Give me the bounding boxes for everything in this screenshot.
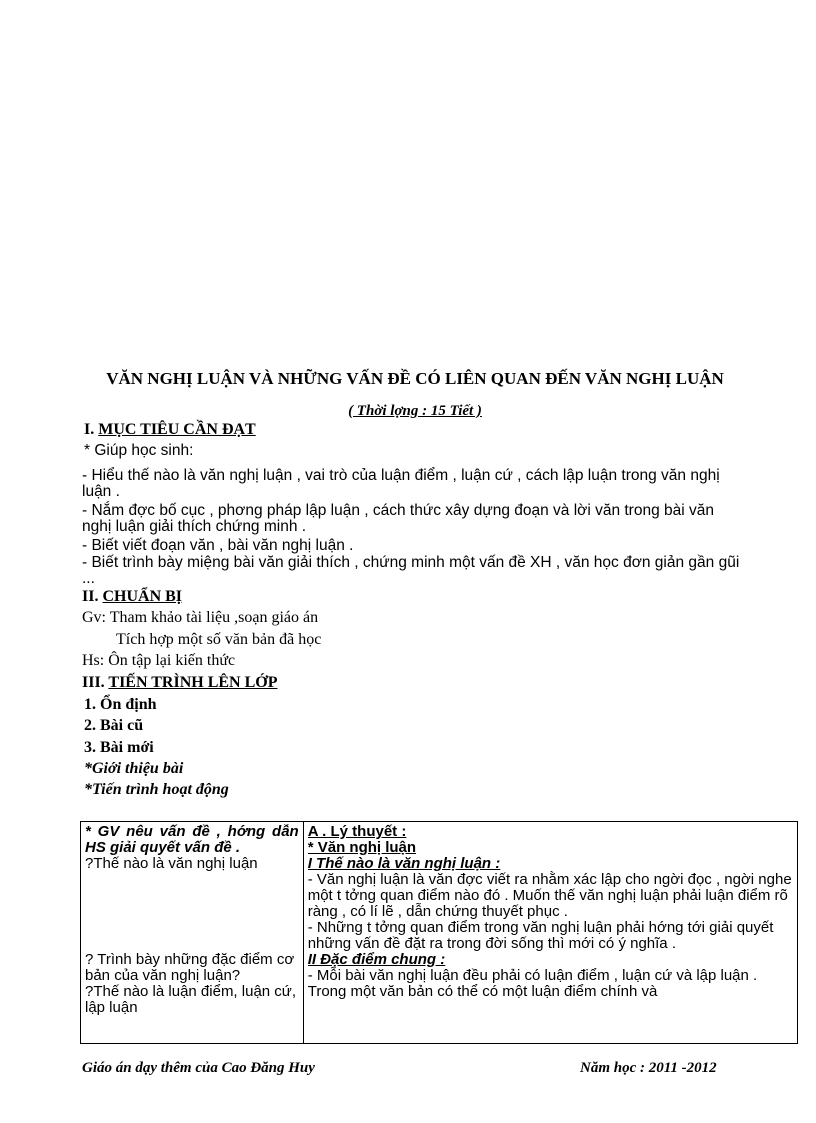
section-1-title: MỤC TIÊU CẦN ĐẠT xyxy=(98,421,256,438)
content-cell xyxy=(303,822,797,1044)
footer-author: Giáo án dạy thêm của Cao Đăng Huy xyxy=(82,1060,315,1076)
gv-line-1: Gv: Tham khảo tài liệu ,soạn giáo án xyxy=(82,609,319,626)
teacher-questions-content xyxy=(85,824,299,1041)
teacher-questions-cell xyxy=(81,822,304,1044)
section-2-heading xyxy=(82,588,182,606)
lesson-table xyxy=(80,821,798,1044)
section-1-number: I. xyxy=(84,421,95,438)
section-3-heading xyxy=(82,674,277,692)
section-3-number: III. xyxy=(82,674,105,691)
paragraph-3: - Mỗi bài văn nghị luận đều phải có luận điểm , luận cứ và lập luận . Trong một văn bản có thể có một luận điểm chính và xyxy=(307,967,758,1000)
heading-characteristics: II Đặc điểm chung : xyxy=(307,951,446,968)
section-2-number: II. xyxy=(82,588,99,605)
gv-note: * GV nêu vấn đề , hớng dẫn HS giải quyết vấn đề . xyxy=(85,824,299,856)
hs-line: Hs: Ôn tập lại kiến thức xyxy=(82,652,236,669)
step-3: 3. Bài mới xyxy=(84,739,154,756)
table-row xyxy=(81,822,798,1044)
intro-lesson: *Giới thiệu bài xyxy=(84,760,184,777)
gv-line-2: Tích hợp một số văn bản đã học xyxy=(116,631,322,648)
activity-progress: *Tiến trình hoạt động xyxy=(84,781,229,798)
section-2-title: CHUẨN BỊ xyxy=(102,588,183,605)
section-1-intro: * Giúp học sinh: xyxy=(84,442,194,459)
objective-item-1: - Hiểu thế nào là văn nghị luận , vai trò của luận điểm , luận cứ , cách lập luận trong văn nghị luận . xyxy=(82,467,720,500)
question-2: ? Trình bày những đặc điểm cơ bản của văn nghị luận? xyxy=(85,951,295,984)
content-body xyxy=(308,824,793,1041)
question-3: ?Thế nào là luận điểm, luận cứ, lập luận xyxy=(85,983,297,1016)
section-3-title: TIẾN TRÌNH LÊN LỚP xyxy=(108,674,278,691)
part-a-heading: A . Lý thuyết : xyxy=(307,824,407,840)
objective-item-2: - Nắm đợc bố cục , phơng pháp lập luận , cách thức xây dựng đoạn và lời văn trong bài văn nghị luận giải thích chứng minh . xyxy=(82,502,714,535)
section-1-heading xyxy=(84,421,256,439)
document-title: VĂN NGHỊ LUẬN VÀ NHỮNG VẤN ĐỀ CÓ LIÊN QUAN ĐẾN VĂN NGHỊ LUẬN xyxy=(106,369,724,388)
objective-item-3: - Biết viết đoạn văn , bài văn nghị luận . xyxy=(82,537,354,554)
subheading-van-nghi-luan: * Văn nghị luận xyxy=(307,839,417,856)
paragraph-1: - Văn nghị luận là văn đợc viết ra nhằm xác lập cho ngời đọc , ngời nghe một t tởng quan điểm nào đó . Muốn thế văn nghị luận phải luận điểm rõ ràng , có lí lẽ , dẫn chứng thuyết phục . xyxy=(307,871,792,920)
objective-item-4: - Biết trình bày miệng bài văn giải thích , chứng minh một vấn đề XH , văn học đơn giản gần gũi ... xyxy=(82,554,740,587)
duration-note: ( Thời lợng : 15 Tiết ) xyxy=(348,403,482,419)
footer-school-year: Năm học : 2011 -2012 xyxy=(580,1060,717,1076)
heading-definition: I Thế nào là văn nghị luận : xyxy=(307,855,501,872)
question-1: ?Thế nào là văn nghị luận xyxy=(85,855,258,872)
step-2: 2. Bài cũ xyxy=(84,717,144,734)
step-1: 1. Ổn định xyxy=(84,696,157,713)
paragraph-2: - Những t tởng quan điểm trong văn nghị luận phải hớng tới giải quyết những vấn đề đặt ra trong đời sống thì mới có ý nghĩa . xyxy=(307,919,774,952)
